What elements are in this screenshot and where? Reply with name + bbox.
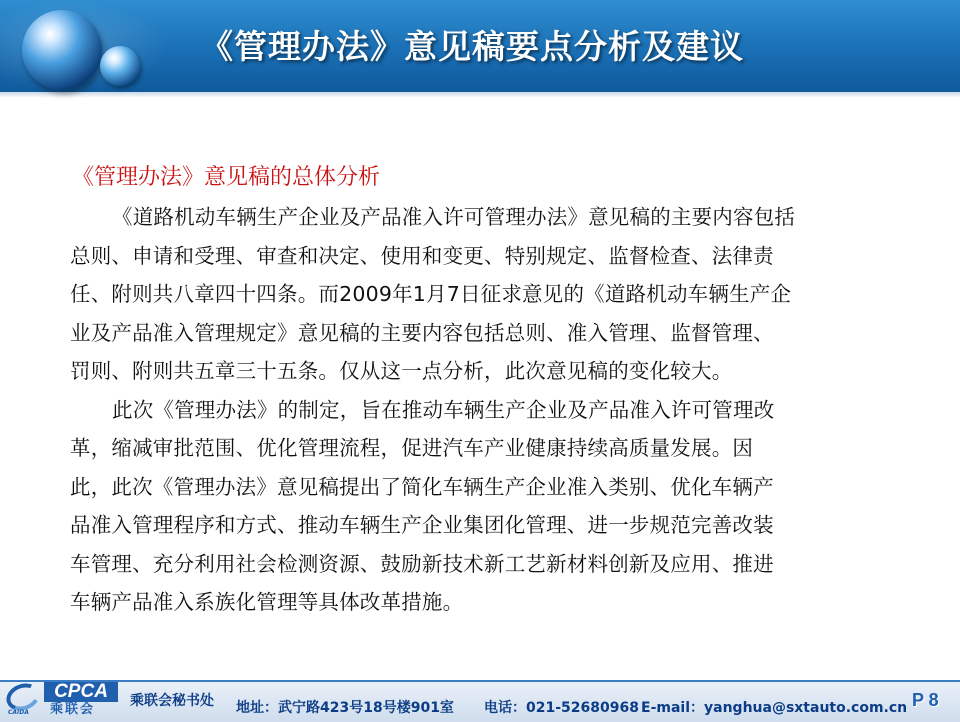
- cpca-logo-icon: [4, 682, 122, 718]
- page-number: P 8: [912, 690, 939, 710]
- paragraph-line: 任、附则共八章四十四条。而2009年1月7日征求意见的《道路机动车辆生产企: [70, 282, 792, 306]
- section-heading: 《管理办法》意见稿的总体分析: [72, 165, 381, 190]
- sphere-small-icon: [100, 46, 140, 86]
- footer-phone: 电话：021-52680968: [484, 700, 639, 716]
- paragraph-line: 车辆产品准入系族化管理等具体改革措施。: [70, 590, 464, 614]
- paragraph-line: 总则、申请和受理、审查和决定、使用和变更、特别规定、监督检查、法律责: [70, 243, 774, 268]
- paragraph-line: 《道路机动车辆生产企业及产品准入许可管理办法》意见稿的主要内容包括: [112, 205, 796, 229]
- paragraph-line: 品准入管理程序和方式、推动车辆生产企业集团化管理、进一步规范完善改装: [70, 513, 774, 537]
- sphere-large-icon: [22, 10, 102, 90]
- paragraph-line: 业及产品准入管理规定》意见稿的主要内容包括总则、准入管理、监督管理、: [70, 320, 774, 345]
- paragraph-line: 罚则、附则共五章三十五条。仅从这一点分析，此次意见稿的变化较大。: [70, 359, 733, 383]
- header-divider: [0, 92, 960, 98]
- paragraph-1: [70, 198, 900, 391]
- paragraph-line: 此次《管理办法》的制定，旨在推动车辆生产企业及产品准入许可管理改: [112, 397, 775, 422]
- paragraph-line: 此，此次《管理办法》意见稿提出了简化车辆生产企业准入类别、优化车辆产: [70, 474, 774, 499]
- paragraph-line: 革，缩减审批范围、优化管理流程，促进汽车产业健康持续高质量发展。因: [70, 436, 754, 460]
- footer-address: 地址：武宁路423号18号楼901室: [236, 700, 454, 716]
- logo-brand-cn: 乘联会: [50, 702, 96, 717]
- logo-brand: CPCA: [44, 682, 118, 702]
- logo-caida-text: CAIDA: [8, 709, 29, 716]
- paragraph-line: 车管理、充分利用社会检测资源、鼓励新技术新工艺新材料创新及应用、推进: [70, 551, 774, 576]
- footer-email: E-mail：yanghua@sxtauto.com.cn: [641, 700, 908, 716]
- slide-body: [70, 158, 900, 622]
- paragraph-2: [70, 391, 900, 622]
- footer-org: 乘联会秘书处: [130, 693, 214, 709]
- slide-title: 《管理办法》意见稿要点分析及建议: [200, 27, 744, 66]
